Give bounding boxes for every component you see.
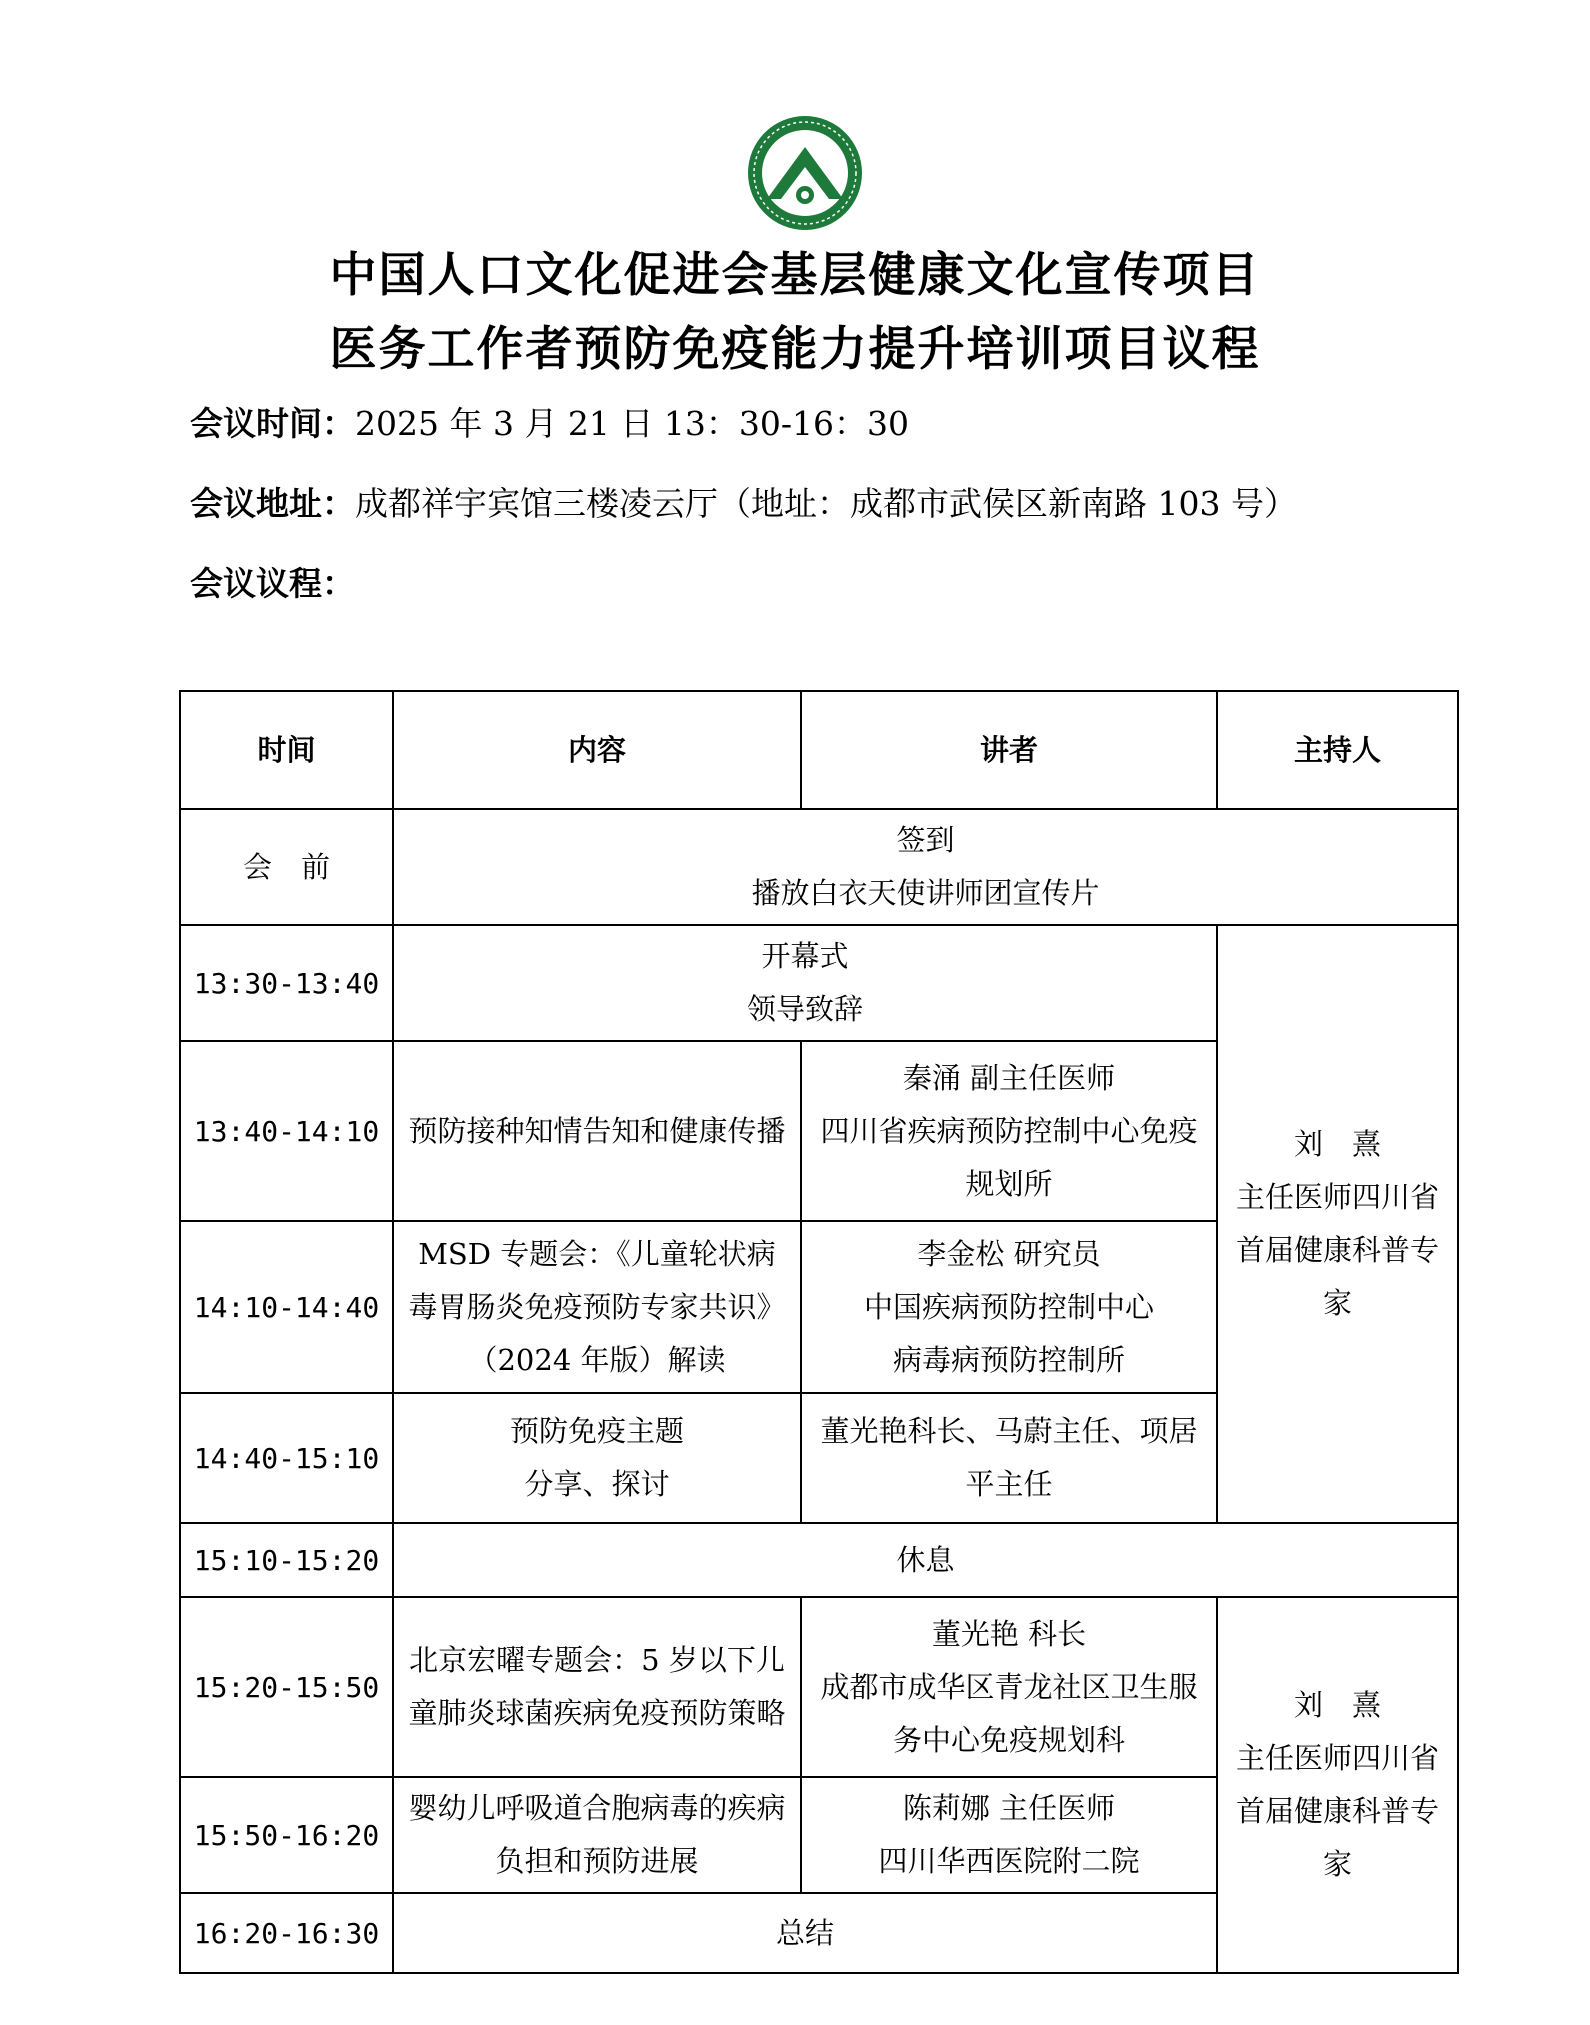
row-content [393,1393,801,1523]
row-content: 北京宏曜专题会：5 岁以下儿童肺炎球菌疾病免疫预防策略 [393,1597,801,1777]
row-speaker [801,1041,1217,1221]
row-content-line: 签到 [896,823,955,857]
host-name: 刘 熹 [1293,1127,1381,1161]
meeting-agenda-heading [190,558,355,605]
row-content-line: 领导致辞 [746,992,863,1026]
document-title-line-1: 中国人口文化促进会基层健康文化宣传项目 [329,248,1261,303]
row-content: MSD 专题会：《儿童轮状病毒胃肠炎免疫预防专家共识》（2024 年版）解读 [393,1221,801,1393]
speaker-name: 李金松 研究员 [917,1236,1101,1271]
row-time: 13:40-14:10 [180,1041,393,1221]
table-header-row [180,691,1458,809]
meeting-time [190,398,909,445]
table-row [180,1597,1458,1777]
row-content: 休息 [393,1523,1458,1597]
host-title: 主任医师四川省首届健康科普专家 [1235,1741,1439,1881]
agenda-table [179,690,1459,1974]
row-content [393,925,1217,1041]
row-time: 15:20-15:50 [180,1597,393,1777]
header-speaker: 讲者 [801,691,1217,809]
meeting-time-value: 2025 年 3 月 21 日 13：30-16：30 [355,404,910,443]
speaker-affiliation: 成都市成华区青龙社区卫生服务中心免疫规划科 [820,1669,1198,1757]
speaker-name: 秦涌 副主任医师 [902,1060,1116,1095]
row-speaker [801,1221,1217,1393]
row-time: 16:20-16:30 [180,1893,393,1973]
speaker-affiliation: 中国疾病预防控制中心 [863,1289,1154,1324]
document-title-line-2: 医务工作者预防免疫能力提升培训项目议程 [329,322,1261,377]
table-row [180,809,1458,925]
row-content-line: 播放白衣天使讲师团宣传片 [751,876,1100,910]
row-speaker: 董光艳科长、马蔚主任、项居平主任 [801,1393,1217,1523]
speaker-name: 陈莉娜 主任医师 [902,1791,1116,1825]
row-time: 15:10-15:20 [180,1523,393,1597]
row-time: 15:50-16:20 [180,1777,393,1893]
host-cell [1217,1597,1458,1973]
row-time: 14:10-14:40 [180,1221,393,1393]
meeting-time-label: 会议时间： [190,404,355,443]
meeting-address [190,478,1297,525]
meeting-address-label: 会议地址： [190,484,355,523]
row-content [393,809,1458,925]
row-content-line: 分享、探讨 [524,1467,670,1501]
association-logo [745,113,865,233]
row-content: 总结 [393,1893,1217,1973]
table-row [180,1523,1458,1597]
row-speaker [801,1777,1217,1893]
host-cell [1217,925,1458,1523]
speaker-affiliation: 病毒病预防控制所 [892,1342,1125,1377]
meeting-address-value: 成都祥宇宾馆三楼凌云厅（地址：成都市武侯区新南路 103 号） [355,484,1297,523]
row-content-line: 预防免疫主题 [509,1414,684,1448]
header-content: 内容 [393,691,801,809]
row-content: 预防接种知情告知和健康传播 [393,1041,801,1221]
host-name: 刘 熹 [1293,1688,1381,1722]
speaker-affiliation: 四川省疾病预防控制中心免疫规划所 [820,1113,1198,1201]
meeting-agenda-label: 会议议程： [190,564,355,603]
row-content-line: 开幕式 [761,939,849,973]
header-time: 时间 [180,691,393,809]
row-time: 13:30-13:40 [180,925,393,1041]
row-speaker [801,1597,1217,1777]
table-row [180,925,1458,1041]
row-content: 婴幼儿呼吸道合胞病毒的疾病负担和预防进展 [393,1777,801,1893]
speaker-affiliation: 四川华西医院附二院 [878,1844,1140,1878]
header-host: 主持人 [1217,691,1458,809]
host-title: 主任医师四川省首届健康科普专家 [1235,1180,1439,1320]
row-time: 会 前 [180,809,393,925]
row-time: 14:40-15:10 [180,1393,393,1523]
speaker-name: 董光艳 科长 [931,1616,1087,1651]
